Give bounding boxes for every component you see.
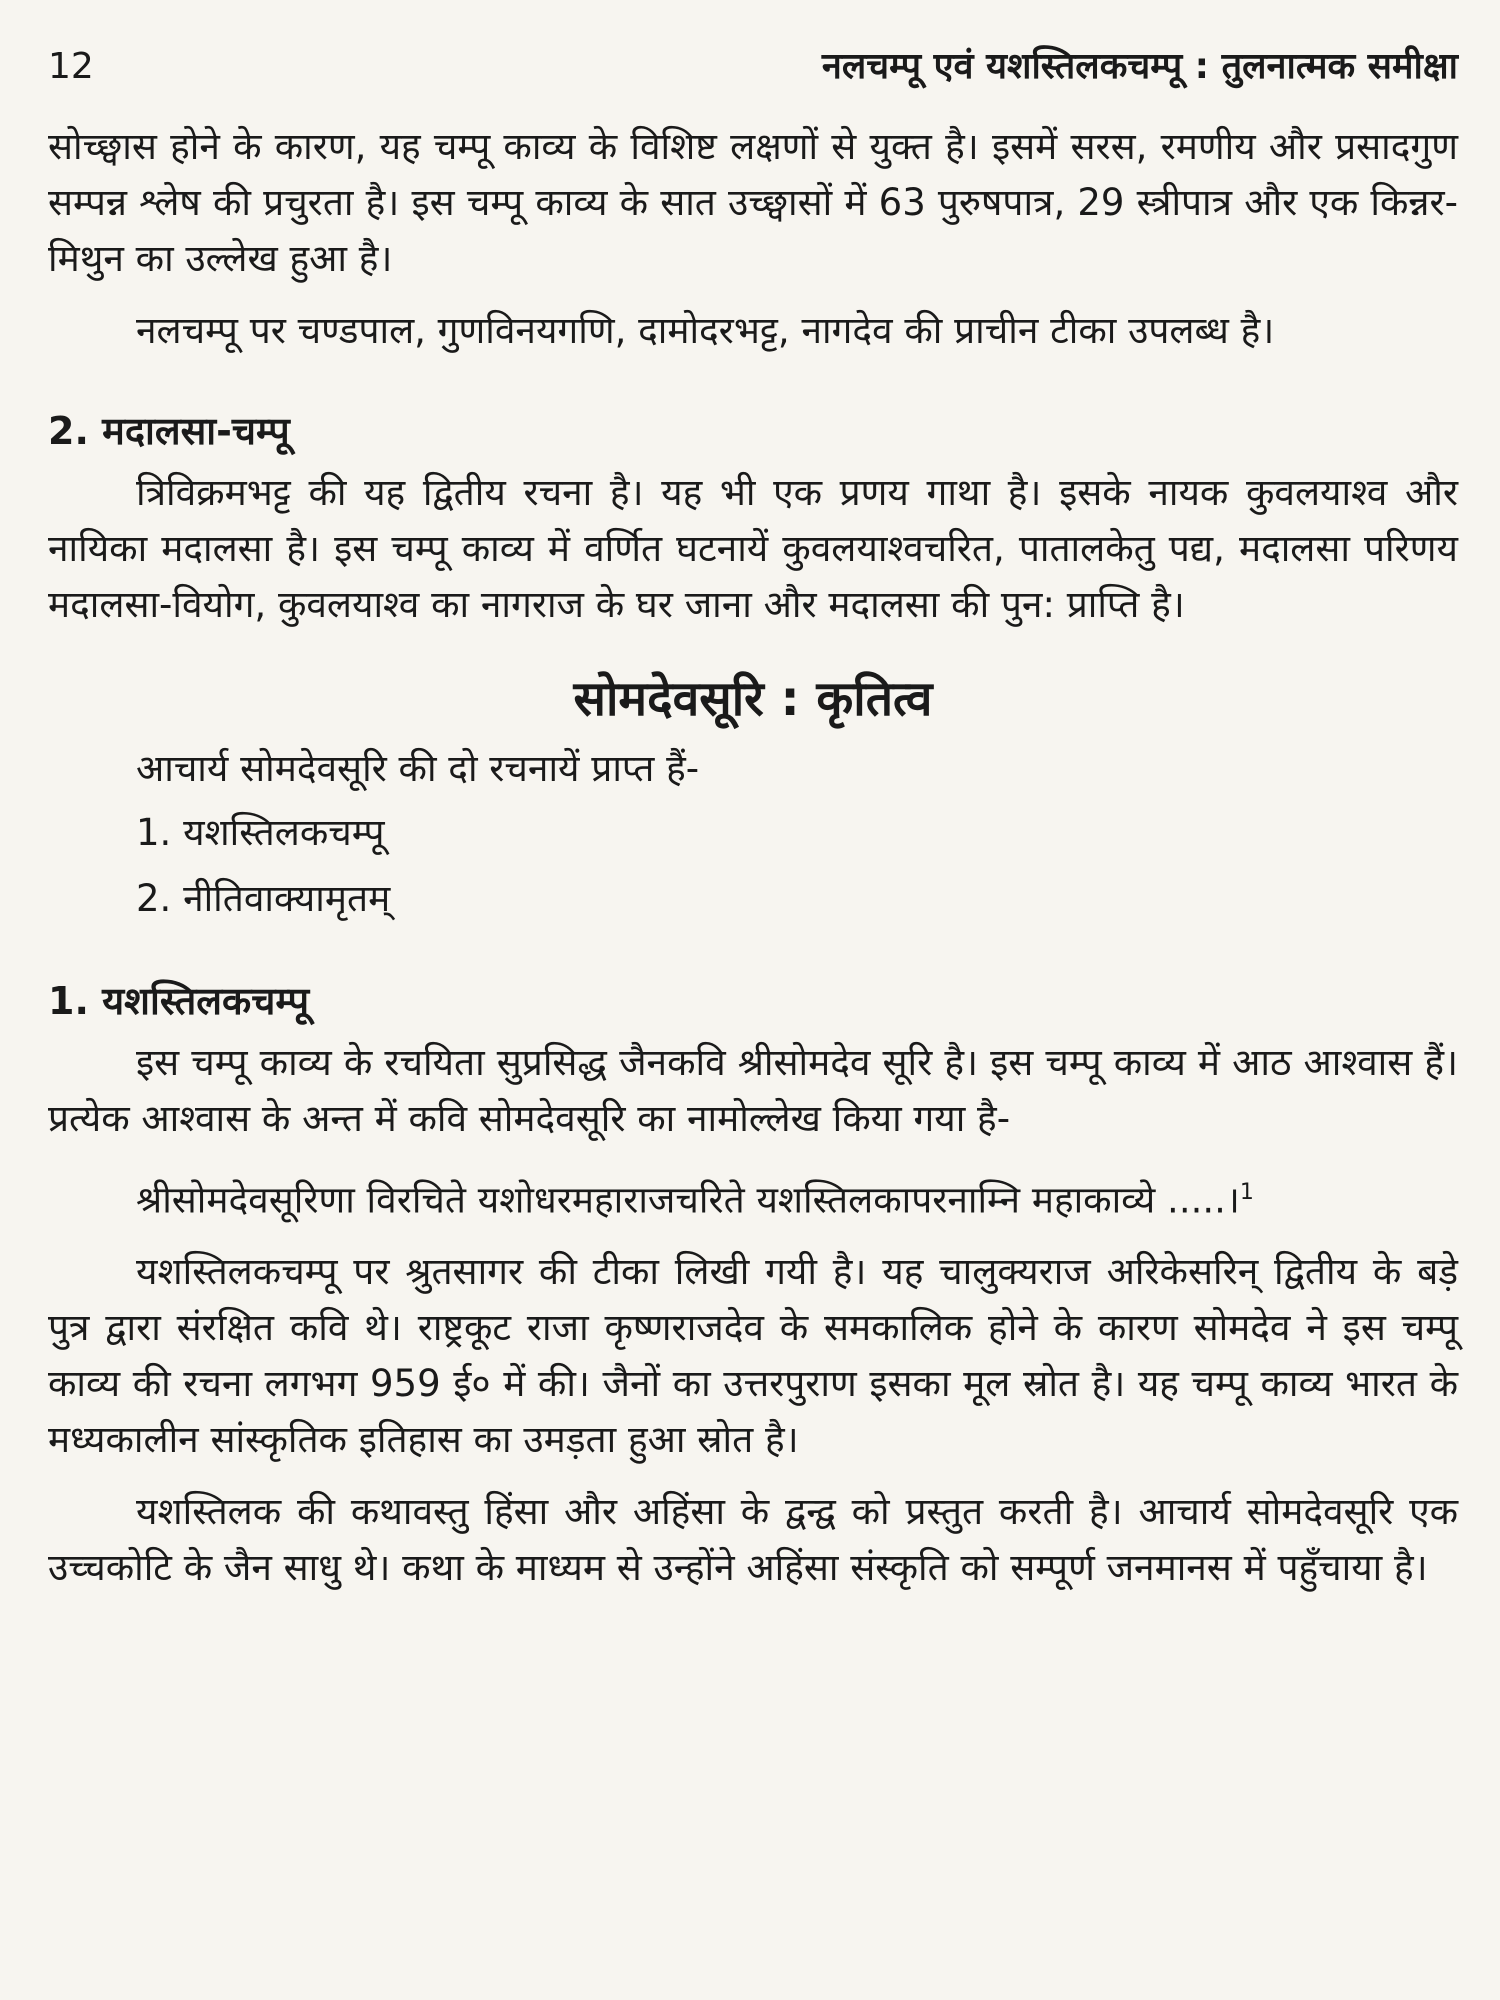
list-item: 1. यशस्तिलकचम्पू (136, 811, 385, 854)
section-heading-yashastilaka: 1. यशस्तिलकचम्पू (48, 979, 310, 1023)
running-title: नलचम्पू एवं यशस्तिलकचम्पू : तुलनात्मक समीक्षा (821, 46, 1458, 87)
paragraph: यशस्तिलक की कथावस्तु हिंसा और अहिंसा के द्वन्द्व को प्रस्तुत करती है। आचार्य सोमदेवसूरि एक उच्चकोटि के जैन साधु थे। कथा के माध्यम से उन्होंने अहिंसा संस्कृति को सम्पूर्ण जनमानस में पहुँचाया है। (48, 1490, 1458, 1590)
paragraph: सोच्छ्वास होने के कारण, यह चम्पू काव्य के विशिष्ट लक्षणों से युक्त है। इसमें सरस, रमणीय और प्रसादगुण सम्पन्न श्लेष की प्रचुरता है। इस चम्पू काव्य के सात उच्छ्वासों में 63 पुरुषपात्र, 29 स्त्रीपात्र और एक किन्नर-मिथुन का उल्लेख हुआ है। (48, 125, 1458, 280)
paragraph: इस चम्पू काव्य के रचयिता सुप्रसिद्ध जैनकवि श्रीसोमदेव सूरि है। इस चम्पू काव्य में आठ आश्वास हैं। प्रत्येक आश्वास के अन्त में कवि सोमदेवसूरि का नामोल्लेख किया गया है- (48, 1041, 1458, 1140)
section-heading-madalasa: 2. मदालसा-चम्पू (48, 409, 290, 453)
page-number: 12 (48, 46, 94, 87)
footnote-mark: 1 (1239, 1180, 1254, 1205)
paragraph: नलचम्पू पर चण्डपाल, गुणविनयगणि, दामोदरभट्ट, नागदेव की प्राचीन टीका उपलब्ध है। (136, 309, 1275, 352)
verse-text: श्रीसोमदेवसूरिणा विरचिते यशोधरमहाराजचरिते यशस्तिलकापरनाम्नि महाकाव्ये .....। (136, 1178, 1240, 1222)
works-intro: आचार्य सोमदेवसूरि की दो रचनायें प्राप्त हैं- (136, 747, 700, 790)
page-header (48, 40, 1458, 89)
paragraph: यशस्तिलकचम्पू पर श्रुतसागर की टीका लिखी गयी है। यह चालुक्यराज अरिकेसरिन् द्वितीय के बड़े पुत्र द्वारा संरक्षित कवि थे। राष्ट्रकूट राजा कृष्णराजदेव के समकालिक होने के कारण सोमदेव ने इस चम्पू काव्य की रचना लगभग 959 ई० में की। जैनों का उत्तरपुराण इसका मूल स्रोत है। यह चम्पू काव्य भारत के मध्यकालीन सांस्कृतिक इतिहास का उमड़ता हुआ स्रोत है। (48, 1250, 1458, 1462)
quoted-verse (48, 1165, 1458, 1228)
paragraph: त्रिविक्रमभट्ट की यह द्वितीय रचना है। यह भी एक प्रणय गाथा है। इसके नायक कुवलयाश्व और नायिका मदालसा है। इस चम्पू काव्य में वर्णित घटनायें कुवलयाश्वचरित, पातालकेतु पद्य, मदालसा परिणय मदालसा-वियोग, कुवलयाश्व का नागराज के घर जाना और मदालसा की पुन: प्राप्ति है। (48, 471, 1458, 626)
list-item: 2. नीतिवाक्यामृतम् (136, 877, 391, 920)
main-title: सोमदेवसूरि : कृतित्व (573, 671, 933, 727)
